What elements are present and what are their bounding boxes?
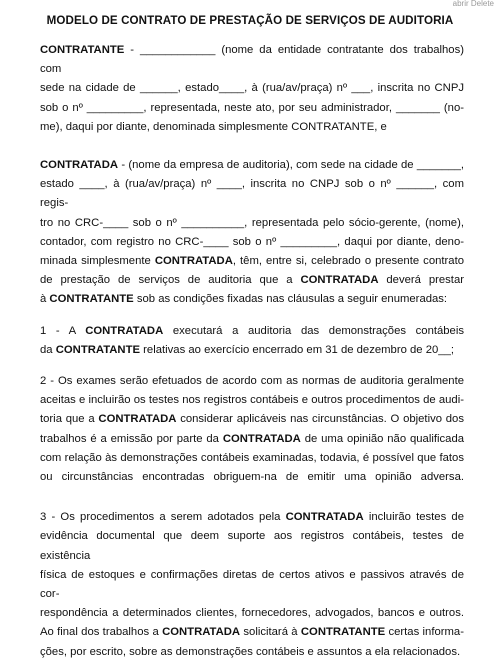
text-span: trabalhos é a emissão por parte da bbox=[40, 432, 223, 445]
text-span: , e bbox=[374, 120, 387, 133]
text-line: contador, com registro no CRC-____ sob o nº _________, daqui por diante, deno- bbox=[40, 235, 464, 248]
text-span: - ____________ (nome da entidade contratante dos trabalhos) com bbox=[40, 44, 464, 76]
paragraph-contratada bbox=[40, 156, 464, 310]
text-line: sede na cidade de ______, estado____, à (rua/av/praça) nº ___, inscrita no CNPJ bbox=[40, 82, 464, 95]
text-span: considerar aplicáveis nas circunstâncias. O objetivo dos bbox=[176, 413, 464, 426]
text-span: , têm, entre si, celebrado o presente contrato bbox=[232, 255, 464, 268]
document-title: MODELO DE CONTRATO DE PRESTAÇÃO DE SERVIÇOS DE AUDITORIA bbox=[46, 14, 454, 27]
term-contratante: CONTRATANTE bbox=[291, 120, 375, 133]
text-span: 1 - A bbox=[40, 324, 86, 337]
text-span: deverá prestar bbox=[378, 274, 464, 287]
text-span: executará a auditoria das demonstrações contábeis bbox=[163, 324, 464, 337]
text-span: da bbox=[40, 343, 56, 356]
text-line: com relação às demonstrações contábeis examinadas, todavia, é possível que fatos bbox=[40, 451, 464, 464]
text-line bbox=[40, 623, 464, 642]
text-line bbox=[40, 290, 464, 309]
term-contratada: CONTRATADA bbox=[85, 324, 164, 337]
paragraph-contratante bbox=[40, 41, 464, 137]
term-contratante: CONTRATANTE bbox=[40, 44, 125, 56]
text-span: sob as condições fixadas nas cláusulas a seguir enumeradas: bbox=[133, 293, 448, 306]
text-line bbox=[40, 41, 464, 79]
term-contratada: CONTRATADA bbox=[162, 626, 241, 639]
text-span: à bbox=[40, 293, 50, 306]
term-contratada: CONTRATADA bbox=[40, 159, 119, 172]
text-line: evidência documental que deem suporte aos registros contábeis, testes de existência bbox=[40, 530, 464, 562]
term-contratada: CONTRATADA bbox=[98, 413, 177, 426]
term-contratada: CONTRATADA bbox=[285, 511, 364, 524]
term-contratante: CONTRATANTE bbox=[300, 626, 386, 639]
text-line bbox=[40, 430, 464, 449]
text-line bbox=[40, 341, 464, 360]
corner-toolbar-label: abrir Delete bbox=[452, 0, 494, 8]
text-span: solicitará à bbox=[240, 626, 301, 639]
text-span: certas informa- bbox=[385, 626, 464, 639]
text-span: incluirão testes de bbox=[363, 511, 464, 524]
text-line bbox=[40, 410, 464, 429]
text-span: 3 - Os procedimentos a serem adotados pela bbox=[40, 511, 286, 524]
text-line bbox=[40, 508, 464, 527]
text-span: toria que a bbox=[40, 413, 99, 426]
clause-3 bbox=[40, 508, 464, 662]
text-line: respondência a determinados clientes, fornecedores, advogados, bancos e outros. bbox=[40, 607, 464, 620]
text-span: relativas ao exercício encerrado em 31 de dezembro de 20__; bbox=[140, 343, 455, 356]
term-contratante: CONTRATANTE bbox=[49, 293, 134, 306]
text-line: ções, por escrito, sobre as demonstrações contábeis e assuntos a ela relacionados. bbox=[40, 645, 461, 658]
text-span: de uma opinião não qualificada bbox=[300, 432, 465, 445]
text-line bbox=[40, 271, 464, 290]
text-line: ou circunstâncias encontradas obriguem-na de emitir uma opinião adversa. bbox=[40, 471, 464, 484]
term-contratada: CONTRATADA bbox=[300, 274, 379, 287]
text-line: sob o nº _________, representada, neste ato, por seu administrador, _______ (no- bbox=[40, 101, 464, 114]
contract-body bbox=[40, 41, 464, 662]
text-line bbox=[40, 118, 464, 137]
text-line: 2 - Os exames serão efetuados de acordo com as normas de auditoria geralmente bbox=[40, 375, 464, 388]
text-span: - (nome da empresa de auditoria), com sede na cidade de _______, bbox=[118, 159, 464, 172]
text-line: estado ____, à (rua/av/praça) nº ____, inscrita no CNPJ sob o nº ______, com regis- bbox=[40, 178, 464, 210]
text-line: tro no CRC-____ sob o nº __________, representada pelo sócio-gerente, (nome), bbox=[40, 216, 464, 229]
text-span: de prestação de serviços de auditoria que a bbox=[40, 274, 301, 287]
clause-1 bbox=[40, 322, 464, 360]
term-contratante: CONTRATANTE bbox=[55, 343, 141, 356]
clause-2 bbox=[40, 372, 464, 487]
text-line: física de estoques e confirmações diretas de certos ativos e passivos através de cor- bbox=[40, 568, 464, 601]
text-line bbox=[40, 156, 464, 175]
term-contratada: CONTRATADA bbox=[222, 432, 301, 445]
term-contratada: CONTRATADA bbox=[154, 255, 233, 268]
text-line: aceitas e incluirão os testes nos registros contábeis e outros procedimentos de audi- bbox=[40, 394, 464, 407]
text-line bbox=[40, 322, 464, 341]
text-span: Ao final dos trabalhos a bbox=[40, 626, 163, 639]
text-span: minada simplesmente bbox=[40, 255, 155, 268]
text-span: me), daqui por diante, denominada simplesmente bbox=[40, 120, 292, 133]
text-line bbox=[40, 252, 464, 271]
